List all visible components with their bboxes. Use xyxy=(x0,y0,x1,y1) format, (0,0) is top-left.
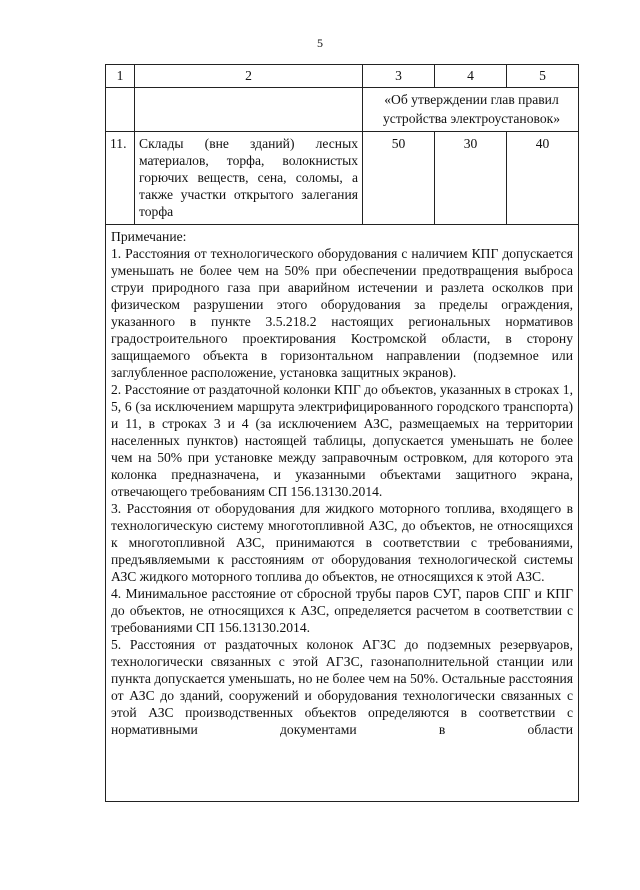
note-item: 5. Расстояния от раздаточных колонок АГЗС до подземных резервуаров, технологически связанных с этой АГЗС, газонаполнительной станции или пункта допускается уменьшать, но не более чем на 50%. Остальные расстояния от АЗС до зданий, сооружений и оборудования технологически связанных с этой АЗС производственных объектов определяются в соответствии с нормативными документами в области xyxy=(111,637,573,737)
column-header: 4 xyxy=(435,65,507,88)
row-number: 11. xyxy=(106,132,135,225)
notes-cell xyxy=(106,225,579,802)
row-description: Склады (вне зданий) лесных материалов, торфа, волокнистых горючих веществ, сена, соломы, а также участки открытого залегания торфа xyxy=(135,132,363,225)
empty-cell xyxy=(135,88,363,132)
table-header-row xyxy=(106,65,579,88)
note-item: 3. Расстояния от оборудования для жидкого моторного топлива, входящего в технологическую систему многотопливной АЗС, до объектов, не относящихся к многотопливной АЗС, принимаются в соответствии с требованиями, предъявляемыми к расстояниям от оборудования технологической системы АЗС жидкого моторного топлива до объектов, не относящихся к этой АЗС. xyxy=(111,501,573,584)
row-value-col4: 30 xyxy=(435,132,507,225)
column-header: 5 xyxy=(507,65,579,88)
note-item: 1. Расстояния от технологического оборудования с наличием КПГ допускается уменьшать не более чем на 50% при обеспечении предотвращения выброса струи природного газа при аварийном истечении и разлета осколков при физическом разрушении этого оборудования за пределы ограждения, указанного в пункте 3.5.218.2 настоящих региональных нормативов градостроительного проектирования Костромской области, в сторону защищаемого объекта в горизонтальном направлении (подземное или заглубленное расположение, установка защитных экранов). xyxy=(111,246,573,380)
column-header: 3 xyxy=(363,65,435,88)
page-number: 5 xyxy=(317,36,323,50)
column-header: 2 xyxy=(135,65,363,88)
law-reference-row xyxy=(106,88,579,132)
notes-heading: Примечание: xyxy=(111,229,187,244)
column-header: 1 xyxy=(106,65,135,88)
note-item: 4. Минимальное расстояние от сбросной трубы паров СУГ, паров СПГ и КПГ до объектов, не относящихся к АЗС, определяется расчетом в соответствии с требованиями СП 156.13130.2014. xyxy=(111,586,573,635)
note-item: 2. Расстояние от раздаточной колонки КПГ до объектов, указанных в строках 1, 5, 6 (за исключением маршрута электрифицированного городского транспорта) и 11, в строках 3 и 4 (за исключением АЗС, размещаемых на территории населенных пунктов) настоящей таблицы, допускается уменьшать не более чем на 50% при установке между заправочным островком, для которого эта колонка предназначена, и указанными объектами защитного экрана, отвечающего требованиям СП 156.13130.2014. xyxy=(111,382,573,499)
table-row xyxy=(106,132,579,225)
notes-row xyxy=(106,225,579,802)
row-value-col3: 50 xyxy=(363,132,435,225)
law-reference: «Об утверждении глав правил устройства электроустановок» xyxy=(363,88,579,132)
distance-table xyxy=(105,64,579,802)
empty-cell xyxy=(106,88,135,132)
row-value-col5: 40 xyxy=(507,132,579,225)
